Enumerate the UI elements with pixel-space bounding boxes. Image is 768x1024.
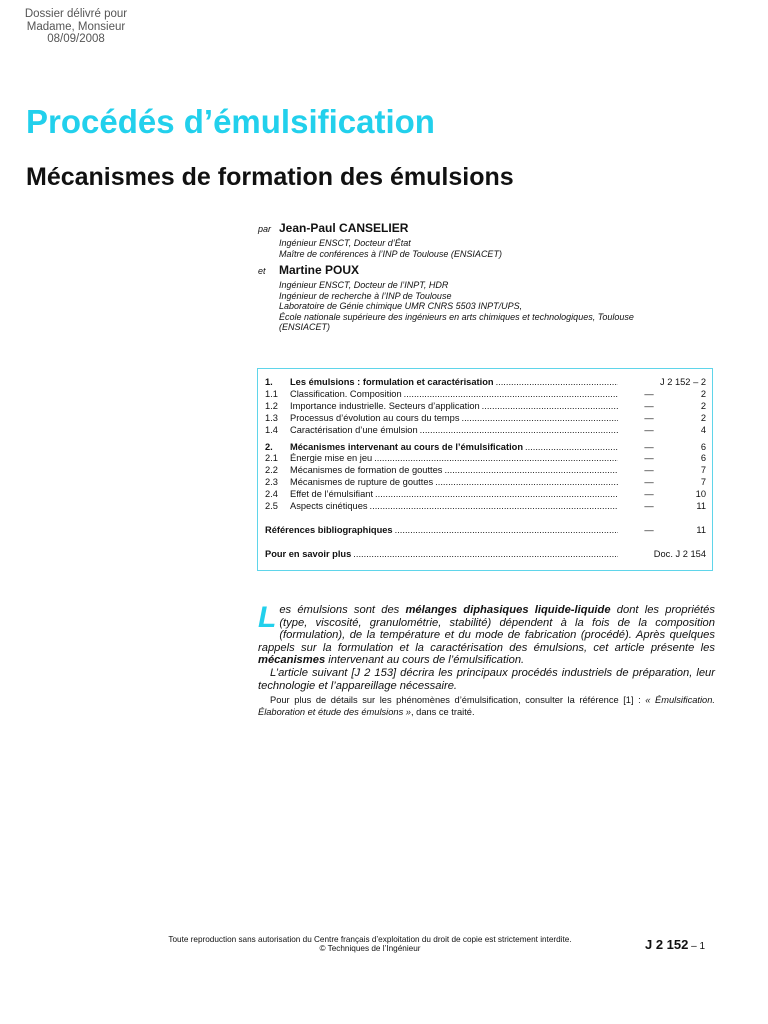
affiliation-line: Maître de conférences à l’INP de Toulouse (ENSIACET) <box>279 248 502 259</box>
toc-entry[interactable] <box>265 453 706 465</box>
toc-section[interactable] <box>265 377 706 389</box>
toc-entry[interactable] <box>265 413 706 425</box>
toc-references[interactable] <box>265 525 706 537</box>
toc-number: 1.1 <box>265 388 278 399</box>
affiliation-line: Ingénieur ENSCT, Docteur de l’INPT, HDR <box>279 280 449 290</box>
toc-further-reading[interactable] <box>265 549 706 561</box>
toc-page: 2 <box>700 400 706 411</box>
toc-dash: — <box>644 424 654 435</box>
abstract <box>258 601 715 718</box>
toc-entry[interactable] <box>265 389 706 401</box>
toc-reference: J 2 152 – 2 <box>659 377 706 387</box>
toc-page: 11 <box>696 501 706 512</box>
toc-number: 1. <box>265 377 273 387</box>
toc-title: Importance industrielle. Secteurs d’application <box>290 400 480 411</box>
toc-page: 6 <box>700 453 706 464</box>
note-text: , dans ce traité. <box>410 706 475 717</box>
document-code: J 2 152 <box>645 937 689 952</box>
toc-title: Mécanismes de rupture de gouttes <box>290 477 434 488</box>
toc-leader <box>496 377 618 389</box>
toc-entry[interactable] <box>265 465 706 477</box>
toc-dash: — <box>644 441 654 452</box>
toc-number: 2. <box>265 441 273 452</box>
toc-dash: — <box>644 412 654 423</box>
stamp-line: Madame, Monsieur <box>26 20 126 33</box>
toc-title: Énergie mise en jeu <box>290 453 373 464</box>
page-folio <box>645 937 705 952</box>
toc-number: 2.1 <box>265 453 278 464</box>
toc-title: Effet de l’émulsifiant <box>290 489 374 500</box>
toc-leader <box>435 477 618 489</box>
toc-page: 4 <box>700 424 706 435</box>
toc-entry[interactable] <box>265 401 706 413</box>
affiliation-line: Ingénieur ENSCT, Docteur d’État <box>279 238 411 248</box>
author-name: Martine POUX <box>279 263 360 277</box>
toc-page: 7 <box>700 477 706 488</box>
toc-number: 1.4 <box>265 424 278 435</box>
toc-title: Aspects cinétiques <box>290 501 368 512</box>
toc-leader <box>404 389 618 401</box>
copyright-line: © Techniques de l’Ingénieur <box>319 944 421 953</box>
abstract-text: es émulsions sont des <box>279 604 406 616</box>
toc-title: Classification. Composition <box>290 388 402 399</box>
toc-leader <box>375 489 618 501</box>
toc-entry[interactable] <box>265 501 706 513</box>
toc-dash: — <box>644 465 654 476</box>
toc-dash: — <box>644 453 654 464</box>
toc-reference: Doc. J 2 154 <box>653 548 706 559</box>
toc-dash: — <box>644 489 654 500</box>
table-of-contents <box>257 368 713 571</box>
abstract-paragraph: L’article suivant [J 2 153] décrira les principaux procédés industriels de préparation, leur technologie et l’appareillage nécessaire. <box>258 666 715 692</box>
toc-number: 1.2 <box>265 400 278 411</box>
toc-page: 11 <box>696 524 706 535</box>
toc-entry[interactable] <box>265 489 706 501</box>
toc-leader <box>444 465 618 477</box>
toc-leader <box>462 413 618 425</box>
toc-number: 1.3 <box>265 412 278 423</box>
author <box>258 221 718 259</box>
toc-dash: — <box>644 477 654 488</box>
toc-number: 2.3 <box>265 477 278 488</box>
toc-page: 6 <box>700 441 706 452</box>
toc-title: Mécanismes de formation de gouttes <box>290 465 443 476</box>
toc-page: 7 <box>700 465 706 476</box>
delivery-stamp <box>20 8 132 46</box>
toc-page: 2 <box>700 412 706 423</box>
author-prefix: et <box>258 266 266 276</box>
author <box>258 263 718 333</box>
toc-section[interactable] <box>265 442 706 454</box>
abstract-emphasis: mécanismes <box>258 654 326 667</box>
note-text: Pour plus de détails sur les phénomènes d’émulsification, consulter la référence [1] : <box>270 695 646 706</box>
abstract-emphasis: mélanges diphasiques liquide-liquide <box>405 604 611 616</box>
author-affiliation <box>258 280 718 333</box>
affiliation-line: École nationale supérieure des ingénieurs en arts chimiques et technologiques, Toulouse <box>279 311 634 322</box>
toc-page: 10 <box>695 489 706 500</box>
abstract-note <box>258 695 715 718</box>
author-affiliation <box>258 238 718 259</box>
toc-dash: — <box>644 400 654 411</box>
toc-leader <box>395 525 618 537</box>
affiliation-line: Laboratoire de Génie chimique UMR CNRS 5503 INPT/UPS, <box>279 301 523 311</box>
document-subtitle: Mécanismes de formation des émulsions <box>26 163 514 191</box>
toc-dash: — <box>644 524 654 535</box>
toc-title: Pour en savoir plus <box>265 548 352 559</box>
toc-leader <box>370 501 618 513</box>
toc-title: Mécanismes intervenant au cours de l’émulsification <box>290 441 524 452</box>
author-block <box>258 221 718 337</box>
toc-dash: — <box>644 388 654 399</box>
copyright-notice <box>130 935 610 953</box>
toc-entry[interactable] <box>265 425 706 437</box>
abstract-text: dont les propriétés (type, viscosité, granulométrie, stabilité) dépendent à la fois de la composition (formulation), de la température et du mode de fabrication (procédé). Après quelques rappels sur la formulation et la caractérisation des émulsions, cet article présente les <box>258 604 715 654</box>
toc-title: Processus d’évolution au cours du temps <box>290 412 460 423</box>
document-title: Procédés d’émulsification <box>26 103 435 140</box>
stamp-line: 08/09/2008 <box>47 33 105 45</box>
toc-page: 2 <box>700 388 706 399</box>
abstract-text: intervenant au cours de l’émulsification. <box>325 654 525 667</box>
toc-entry[interactable] <box>265 477 706 489</box>
abstract-paragraph <box>258 601 715 667</box>
page-number: – 1 <box>688 941 706 952</box>
toc-dash: — <box>644 501 654 512</box>
affiliation-line: (ENSIACET) <box>279 322 331 332</box>
note-citation: « Émulsification. Élaboration et étude des émulsions » <box>258 695 715 717</box>
affiliation-line: Ingénieur de recherche à l’INP de Toulouse <box>279 290 452 301</box>
toc-leader <box>374 453 618 465</box>
toc-number: 2.4 <box>265 489 278 500</box>
toc-title: Références bibliographiques <box>265 524 393 535</box>
toc-title: Caractérisation d’une émulsion <box>290 424 418 435</box>
toc-number: 2.2 <box>265 465 278 476</box>
toc-number: 2.5 <box>265 501 278 512</box>
author-prefix: par <box>258 224 272 234</box>
toc-leader <box>482 401 618 413</box>
toc-leader <box>525 442 618 454</box>
copyright-line: Toute reproduction sans autorisation du Centre français d’exploitation du droit de copie est strictement interdite. <box>168 935 572 944</box>
toc-title: Les émulsions : formulation et caractérisation <box>290 377 494 387</box>
drop-cap: L <box>258 601 277 634</box>
author-name: Jean-Paul CANSELIER <box>279 221 409 235</box>
toc-leader <box>420 425 618 437</box>
toc-leader <box>353 549 618 561</box>
stamp-line: Dossier délivré pour <box>24 8 128 20</box>
